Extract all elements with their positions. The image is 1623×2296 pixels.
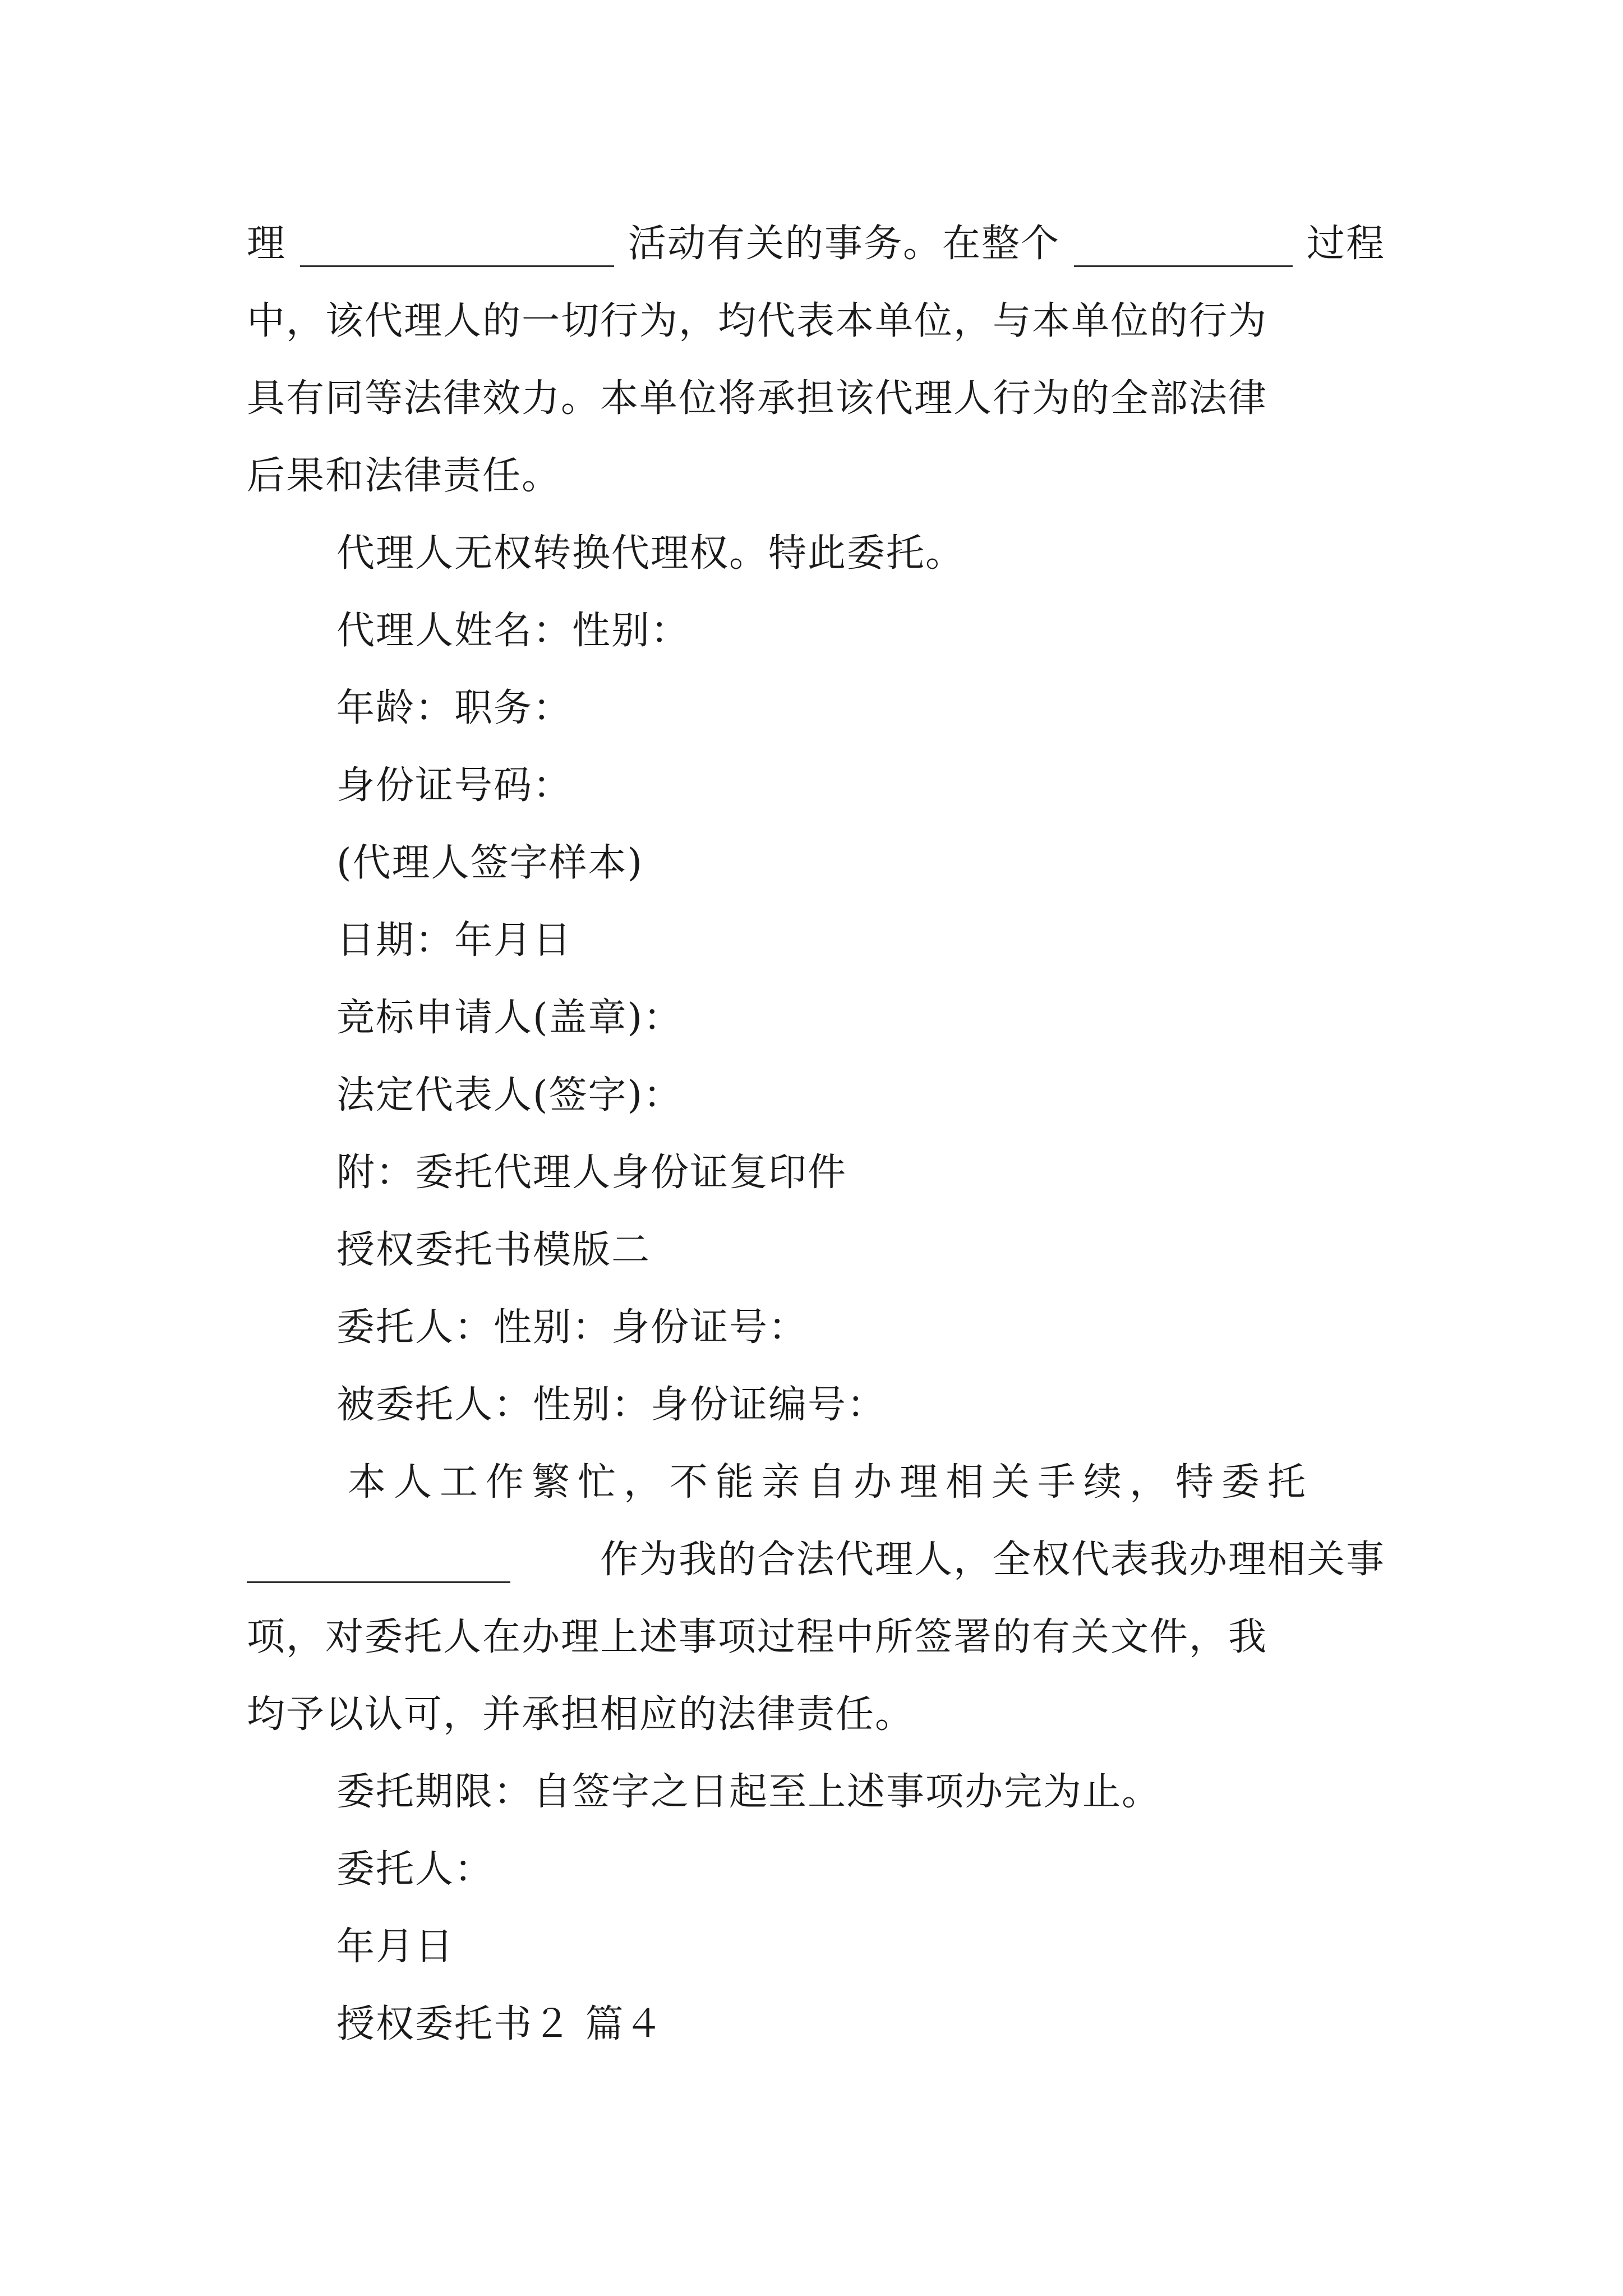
para2-line2-text: 作为我的合法代理人，全权代表我办理相关事: [600, 1538, 1385, 1582]
para1-line1: [247, 213, 1385, 275]
template-two-title: 授权委托书模版二: [336, 1228, 651, 1272]
para1-line4: 后果和法律责任。: [247, 454, 561, 498]
bidder-seal-field: 竞标申请人(盖章)：: [336, 996, 683, 1040]
para1-line3: [247, 368, 1385, 430]
para2-line1-text: 本人工作繁忙，不能亲自办理相关手续，特委托: [348, 1460, 1314, 1504]
date-blank-field: 年月日: [336, 1925, 455, 1969]
para1-text-start: 理: [247, 222, 287, 266]
id-number-field: 身份证号码：: [336, 763, 573, 808]
blank-activity-field[interactable]: [300, 227, 614, 267]
para2-line3-text: 项，对委托人在办理上述事项过程中所签署的有关文件，我: [247, 1615, 1268, 1659]
para2-line3: [247, 1607, 1385, 1668]
age-position-field: 年龄：职务：: [336, 686, 573, 730]
agent-info-line: 被委托人：性别：身份证编号：: [336, 1383, 887, 1427]
term-statement: 委托期限：自签字之日起至上述事项办完为止。: [336, 1770, 1161, 1814]
para2-line2: [247, 1529, 1385, 1591]
para1-text-middle: 活动有关的事务。在整个: [628, 222, 1060, 266]
legal-rep-sign-field: 法定代表人(签字)：: [336, 1073, 683, 1117]
date-field: 日期：年月日: [336, 918, 573, 963]
principal-info-line: 委托人：性别：身份证号：: [336, 1305, 808, 1350]
blank-agent-name-field[interactable]: [247, 1543, 510, 1583]
attachment-note: 附：委托代理人身份证复印件: [336, 1151, 847, 1195]
para1-line2: [247, 291, 1385, 352]
section-heading: 授权委托书２ 篇４: [336, 2002, 664, 2046]
para2-line1: [348, 1452, 1385, 1513]
para1-line2-text: 中，该代理人的一切行为，均代表本单位，与本单位的行为: [247, 299, 1268, 343]
blank-process-field[interactable]: [1074, 227, 1293, 267]
no-transfer-statement: 代理人无权转换代理权。特此委托。: [336, 531, 965, 576]
agent-name-gender-field: 代理人姓名：性别：: [336, 609, 690, 653]
signature-sample-label: (代理人签字样本): [336, 841, 644, 885]
principal-sign-field: 委托人：: [336, 1847, 494, 1892]
para1-text-end: 过程: [1306, 222, 1385, 266]
para2-line4: 均予以认可，并承担相应的法律责任。: [247, 1692, 915, 1737]
para1-line3-text: 具有同等法律效力。本单位将承担该代理人行为的全部法律: [247, 376, 1268, 421]
